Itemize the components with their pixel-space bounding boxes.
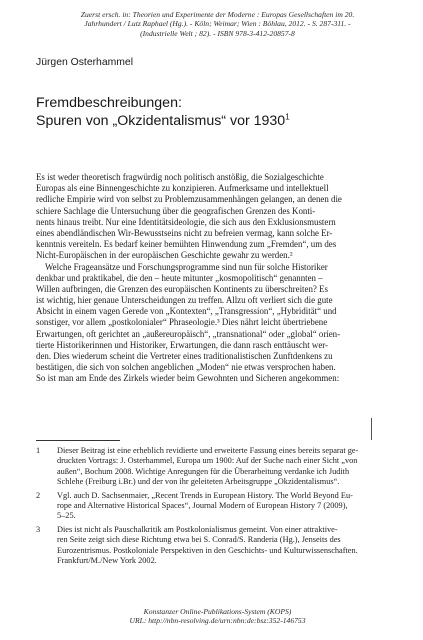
- body-line: Erwartungen, oft gerichtet an „außereuropäisch“, „transnational“ oder „global“ orien-: [36, 328, 341, 339]
- body-line: Europas als eine Binnengeschichte zu konzipieren. Aufmerksame und intellektuell: [36, 183, 329, 194]
- footnotes: [36, 446, 400, 566]
- footer-url: URL: http://nbn-resolving.de/urn:nbn:de:bsz:352-146753: [129, 616, 306, 626]
- footnote-text: Dies ist nicht als Pauschalkritik am Postkolonialismus gemeint. Von einer attraktive-: [57, 524, 338, 534]
- body-line: den. Dies wiederum scheint die Vertreter eines traditionalistischen Zunftdenkens zu: [36, 351, 333, 361]
- footnote: [36, 446, 400, 488]
- citation-line: Jahrhundert / Lutz Raphael (Hg.). - Köln; Weimar; Wien : Böhlau, 2012. - S. 287-311. -: [84, 19, 351, 29]
- body-line: nents hinaus treibt. Nur eine Identitätsideologie, die sich aus den Exklusionsmustern: [36, 216, 336, 227]
- footnote-number: 1: [36, 446, 41, 455]
- body-line: ist wichtig, hier genaue Unterscheidungen zu treffen. Allzu oft verliert sich die gute: [36, 295, 333, 306]
- body-line: kenntnis vereiteln. Es bedarf keiner bemühten Hinwendung zum „Fremden“, um des: [36, 239, 337, 250]
- body-line: Es ist weder theoretisch fragwürdig noch politisch anstößig, die Sozialgeschichte: [36, 172, 324, 182]
- body-line: So ist man am Ende des Zirkels wieder beim Gewohnten und Sicheren angekommen:: [36, 373, 340, 384]
- footnote: [36, 491, 400, 522]
- footnote-line: Frankfurt/M./New York 2002.: [57, 555, 157, 565]
- title-line-2-text: Spuren von „Okzidentalismus“ vor 1930: [36, 112, 286, 129]
- article-title: [36, 95, 396, 130]
- body-line: redliche Empirie wird von selbst zu Problemzusammenhängen gelangen, an denen die: [36, 194, 342, 205]
- pen-mark: [371, 418, 372, 440]
- footnote-line: druckten Vortrags: J. Osterhammel, Europa um 1900: Auf der Suche nach einer Sicht „von: [57, 456, 358, 466]
- body-line: Absicht in einem vagen Gerede von „Kontexten“, „Transgression“, „Hybridität“ und: [36, 306, 337, 317]
- body-line: eines abendländischen Wir-Bewusstseins nicht zu befreien vermag, kann solche Er-: [36, 227, 333, 238]
- footnote-line: [36, 446, 400, 456]
- body-line: sonstiger, vor allem „postkolonialer“ Phraseologie.³ Dies nährt leicht übertriebene: [36, 317, 328, 328]
- footnote-line: 5–25.: [57, 511, 76, 521]
- citation-header: [35, 10, 400, 38]
- citation-line: Zuerst ersch. in: Theorien und Experimente der Moderne : Europas Gesellschaften im 20.: [80, 10, 355, 19]
- footnote-text: Vgl. auch D. Sachsenmaier, „Recent Trends in European History. The World Beyond Eu-: [57, 490, 353, 500]
- repository-footer: [35, 607, 400, 626]
- footnote-text: Dieser Beitrag ist eine erheblich revidierte und erweiterte Fassung eines bereits separat ge-: [57, 446, 359, 455]
- citation-line: (Industrielle Welt ; 82). - ISBN 978-3-412-20857-8: [140, 28, 295, 38]
- body-line: Welche Frageansätze und Forschungsprogramme sind nun für solche Historiker: [45, 261, 328, 272]
- title-line-2: [36, 113, 396, 131]
- footnote-line: Schlehe (Freiburg i.Br.) und der von ihr geleiteten Arbeitsgruppe „Okzidentalismus“.: [57, 477, 340, 487]
- footnote: [36, 525, 400, 567]
- body-line: schiere Sachlage die Untersuchung über die geografischen Grenzen des Konti-: [36, 205, 316, 216]
- body-line: Willen aufbringen, die Grenzen des europäischen Kontinents zu überschreiten? Es: [36, 283, 328, 294]
- title-line-1: Fremdbeschreibungen:: [36, 95, 182, 111]
- footnote-separator: [36, 440, 120, 441]
- footnote-line: rope and Alternative Historical Spaces“, Journal Modern of European History 7 (2009),: [57, 500, 348, 510]
- footnote-line: [36, 525, 400, 535]
- body-line: Nicht-Europäischen in der europäischen Geschichte gewahr zu werden.²: [36, 250, 293, 261]
- body-text: [36, 172, 400, 385]
- footer-line: Konstanzer Online-Publikations-System (KOPS): [143, 607, 292, 616]
- footnote-line: außen“, Bochum 2008. Wichtige Anregungen für die Überarbeitung verdanke ich Judith: [57, 466, 350, 476]
- footnote-number: 3: [36, 524, 41, 534]
- footnote-line: ren Seite zeigt sich diese Richtung etwa bei S. Conrad/S. Randeria (Hg.), Jenseits des: [57, 535, 341, 545]
- title-footnote-marker: 1: [285, 111, 290, 121]
- footnote-line: Eurozentrismus. Postkoloniale Perspektiven in den Geschichts- und Kulturwissenschaften.: [57, 545, 358, 555]
- footnote-number: 2: [36, 490, 41, 500]
- footnote-line: [36, 491, 400, 501]
- body-line: denkbar und praktikabel, die den – heute mitunter „kosmopolitisch“ genannten –: [36, 272, 323, 283]
- author-name: Jürgen Osterhammel: [36, 57, 134, 68]
- body-line: bestätigen, die sich von solchen angeblichen „Moden“ nie etwas versprochen haben.: [36, 362, 336, 373]
- body-line: tierte Historikerinnen und Historiker, Erwartungen, die dann rasch enttäuscht wer-: [36, 339, 328, 350]
